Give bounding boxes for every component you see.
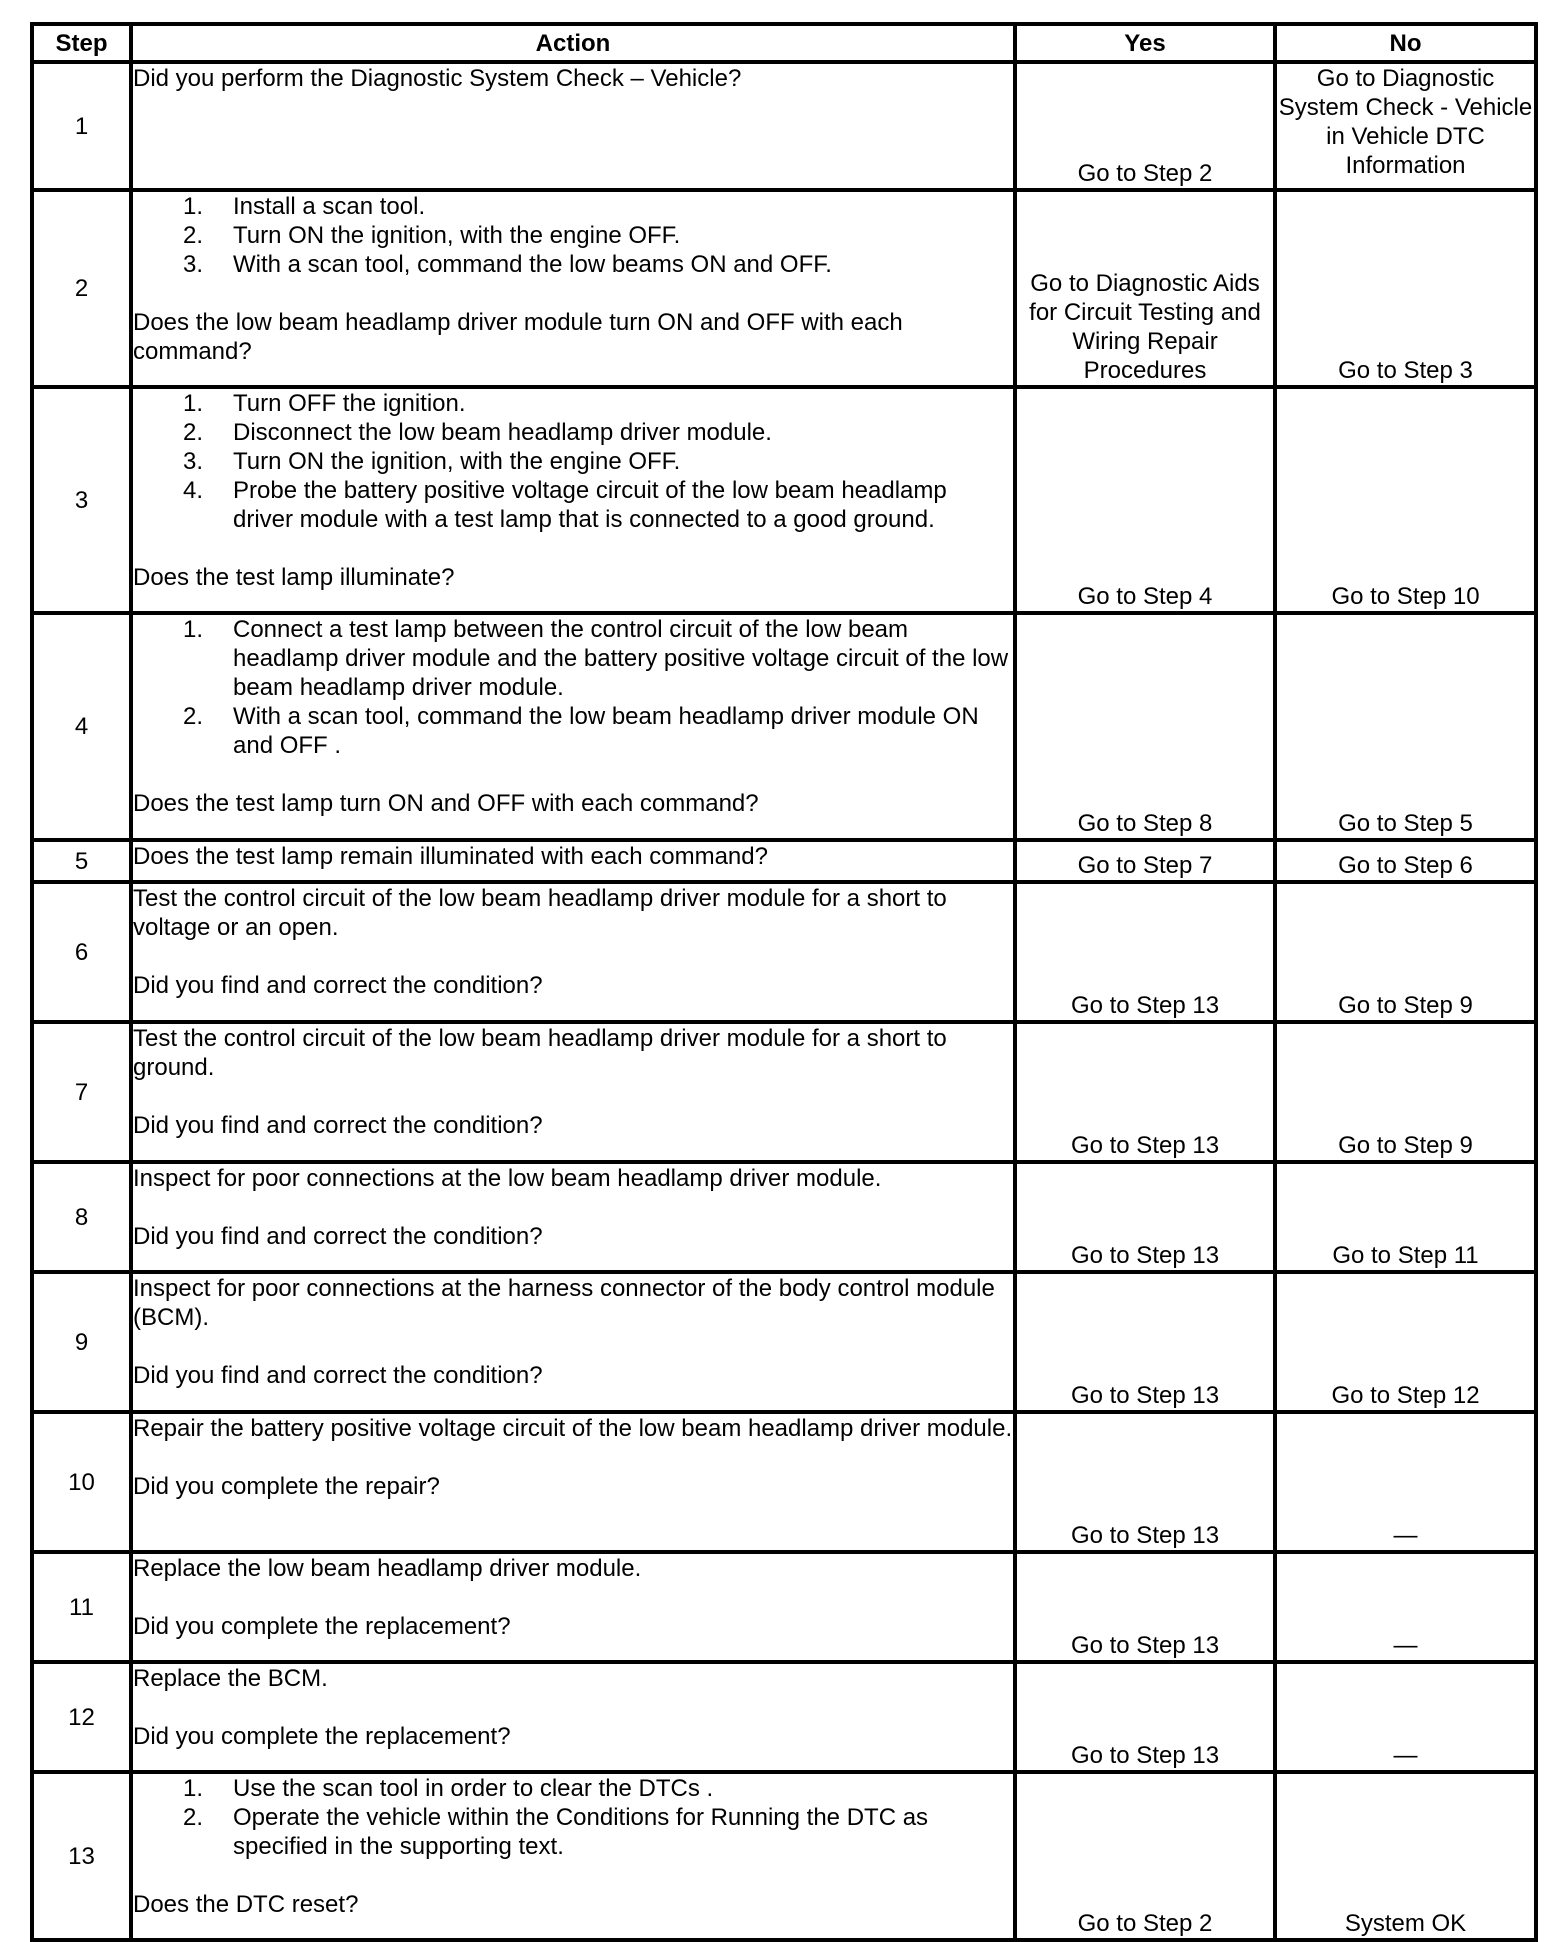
action-text: Does the test lamp remain illuminated with each command? — [133, 843, 768, 870]
list-item — [133, 476, 1013, 534]
yes-outcome: Go to Step 13 — [1015, 882, 1275, 1022]
action-list — [133, 192, 1013, 279]
spacer — [133, 534, 1013, 563]
action-text: Did you perform the Diagnostic System Check – Vehicle? — [133, 65, 742, 92]
header-action: Action — [131, 24, 1015, 62]
question-text: Did you complete the replacement? — [133, 1723, 511, 1750]
no-outcome: Go to Step 10 — [1275, 387, 1536, 613]
action-cell — [131, 613, 1015, 840]
step-number: 5 — [32, 840, 131, 882]
spacer — [133, 1193, 1013, 1222]
yes-outcome: Go to Diagnostic Aids for Circuit Testing and Wiring Repair Procedures — [1015, 190, 1275, 387]
diagnostic-table — [30, 22, 1538, 1942]
list-item-number: 1. — [183, 193, 204, 220]
spacer — [133, 942, 1013, 971]
action-list — [133, 615, 1013, 760]
question-text: Did you find and correct the condition? — [133, 1362, 543, 1389]
no-outcome: Go to Step 3 — [1275, 190, 1536, 387]
yes-outcome: Go to Step 2 — [1015, 62, 1275, 190]
step-number: 3 — [32, 387, 131, 613]
list-item — [133, 221, 1013, 250]
step-number: 13 — [32, 1772, 131, 1940]
action-text: Repair the battery positive voltage circuit of the low beam headlamp driver module. — [133, 1415, 1013, 1442]
table-row — [32, 840, 1536, 882]
yes-outcome: Go to Step 13 — [1015, 1272, 1275, 1412]
list-item-number: 2. — [183, 419, 204, 446]
spacer — [133, 1861, 1013, 1890]
list-item-number: 1. — [183, 616, 204, 643]
list-item-number: 4. — [183, 477, 204, 504]
no-outcome: Go to Step 12 — [1275, 1272, 1536, 1412]
no-outcome: Go to Step 11 — [1275, 1162, 1536, 1272]
yes-outcome: Go to Step 8 — [1015, 613, 1275, 840]
action-text: Test the control circuit of the low beam headlamp driver module for a short to ground. — [133, 1025, 947, 1081]
no-outcome: — — [1275, 1412, 1536, 1552]
question-text: Does the low beam headlamp driver module turn ON and OFF with each command? — [133, 309, 903, 365]
table-row — [32, 613, 1536, 840]
question-text: Did you find and correct the condition? — [133, 1223, 543, 1250]
question-text: Does the test lamp illuminate? — [133, 564, 455, 591]
list-item-number: 2. — [183, 222, 204, 249]
header-row — [32, 24, 1536, 62]
action-cell — [131, 1412, 1015, 1552]
question-text: Did you complete the replacement? — [133, 1613, 511, 1640]
yes-outcome: Go to Step 7 — [1015, 840, 1275, 882]
table-row — [32, 1162, 1536, 1272]
step-number: 6 — [32, 882, 131, 1022]
no-outcome: Go to Diagnostic System Check - Vehicle in Vehicle DTC Information — [1275, 62, 1536, 190]
step-number: 9 — [32, 1272, 131, 1412]
action-cell — [131, 1552, 1015, 1662]
header-yes: Yes — [1015, 24, 1275, 62]
list-item-text: Turn ON the ignition, with the engine OFF. — [233, 448, 681, 475]
header-no: No — [1275, 24, 1536, 62]
action-cell — [131, 1662, 1015, 1772]
list-item-text: Operate the vehicle within the Conditions for Running the DTC as specified in the supporting text. — [233, 1804, 929, 1860]
no-outcome: Go to Step 5 — [1275, 613, 1536, 840]
step-number: 4 — [32, 613, 131, 840]
no-outcome: Go to Step 9 — [1275, 1022, 1536, 1162]
table-row — [32, 1272, 1536, 1412]
step-number: 1 — [32, 62, 131, 190]
table-row — [32, 1412, 1536, 1552]
action-cell — [131, 1022, 1015, 1162]
list-item-text: Use the scan tool in order to clear the DTCs . — [233, 1775, 714, 1802]
spacer — [133, 1443, 1013, 1472]
step-number: 11 — [32, 1552, 131, 1662]
step-number: 8 — [32, 1162, 131, 1272]
no-outcome: System OK — [1275, 1772, 1536, 1940]
question-text: Did you find and correct the condition? — [133, 1112, 543, 1139]
question-text: Did you find and correct the condition? — [133, 972, 543, 999]
list-item-number: 1. — [183, 390, 204, 417]
list-item — [133, 702, 1013, 760]
spacer — [133, 1082, 1013, 1111]
table-body — [32, 62, 1536, 1940]
action-cell — [131, 387, 1015, 613]
step-number: 10 — [32, 1412, 131, 1552]
table-row — [32, 1662, 1536, 1772]
action-cell — [131, 882, 1015, 1022]
list-item — [133, 615, 1013, 702]
list-item-number: 3. — [183, 448, 204, 475]
list-item-number: 3. — [183, 251, 204, 278]
table-row — [32, 1022, 1536, 1162]
list-item-number: 1. — [183, 1775, 204, 1802]
yes-outcome: Go to Step 13 — [1015, 1552, 1275, 1662]
yes-outcome: Go to Step 13 — [1015, 1662, 1275, 1772]
no-outcome: — — [1275, 1662, 1536, 1772]
table-row — [32, 387, 1536, 613]
action-cell — [131, 190, 1015, 387]
spacer — [133, 1583, 1013, 1612]
spacer — [133, 1693, 1013, 1722]
spacer — [133, 760, 1013, 789]
action-list — [133, 1774, 1013, 1861]
list-item — [133, 1803, 1013, 1861]
step-number: 2 — [32, 190, 131, 387]
list-item-text: Probe the battery positive voltage circuit of the low beam headlamp driver module with a test lamp that is connected to a good ground. — [233, 477, 947, 533]
question-text: Does the DTC reset? — [133, 1891, 359, 1918]
action-list — [133, 389, 1013, 534]
header-step: Step — [32, 24, 131, 62]
action-cell — [131, 62, 1015, 190]
no-outcome: Go to Step 9 — [1275, 882, 1536, 1022]
list-item-number: 2. — [183, 703, 204, 730]
action-cell — [131, 1162, 1015, 1272]
spacer — [133, 279, 1013, 308]
action-cell — [131, 1772, 1015, 1940]
no-outcome: — — [1275, 1552, 1536, 1662]
table-row — [32, 190, 1536, 387]
yes-outcome: Go to Step 4 — [1015, 387, 1275, 613]
no-outcome: Go to Step 6 — [1275, 840, 1536, 882]
step-number: 12 — [32, 1662, 131, 1772]
list-item-text: Turn OFF the ignition. — [233, 390, 466, 417]
action-text: Inspect for poor connections at the harness connector of the body control module (BCM). — [133, 1275, 995, 1331]
list-item-text: Disconnect the low beam headlamp driver module. — [233, 419, 772, 446]
action-text: Replace the BCM. — [133, 1665, 328, 1692]
question-text: Did you complete the repair? — [133, 1473, 440, 1500]
list-item-text: With a scan tool, command the low beam headlamp driver module ON and OFF . — [233, 703, 979, 759]
step-number: 7 — [32, 1022, 131, 1162]
yes-outcome: Go to Step 13 — [1015, 1412, 1275, 1552]
action-cell — [131, 840, 1015, 882]
list-item — [133, 418, 1013, 447]
table-row — [32, 1772, 1536, 1940]
list-item-text: Turn ON the ignition, with the engine OFF. — [233, 222, 681, 249]
yes-outcome: Go to Step 13 — [1015, 1022, 1275, 1162]
question-text: Does the test lamp turn ON and OFF with each command? — [133, 790, 759, 817]
action-cell — [131, 1272, 1015, 1412]
list-item-text: Install a scan tool. — [233, 193, 426, 220]
list-item — [133, 1774, 1013, 1803]
list-item-number: 2. — [183, 1804, 204, 1831]
list-item — [133, 389, 1013, 418]
action-text: Inspect for poor connections at the low beam headlamp driver module. — [133, 1165, 882, 1192]
yes-outcome: Go to Step 13 — [1015, 1162, 1275, 1272]
table-row — [32, 1552, 1536, 1662]
list-item — [133, 447, 1013, 476]
list-item-text: Connect a test lamp between the control circuit of the low beam headlamp driver module and the battery positive voltage circuit of the low beam headlamp driver module. — [233, 616, 1009, 701]
action-text: Replace the low beam headlamp driver module. — [133, 1555, 642, 1582]
yes-outcome: Go to Step 2 — [1015, 1772, 1275, 1940]
spacer — [133, 1332, 1013, 1361]
table-row — [32, 882, 1536, 1022]
list-item-text: With a scan tool, command the low beams ON and OFF. — [233, 251, 832, 278]
list-item — [133, 250, 1013, 279]
list-item — [133, 192, 1013, 221]
table-row — [32, 62, 1536, 190]
action-text: Test the control circuit of the low beam headlamp driver module for a short to voltage or an open. — [133, 885, 947, 941]
